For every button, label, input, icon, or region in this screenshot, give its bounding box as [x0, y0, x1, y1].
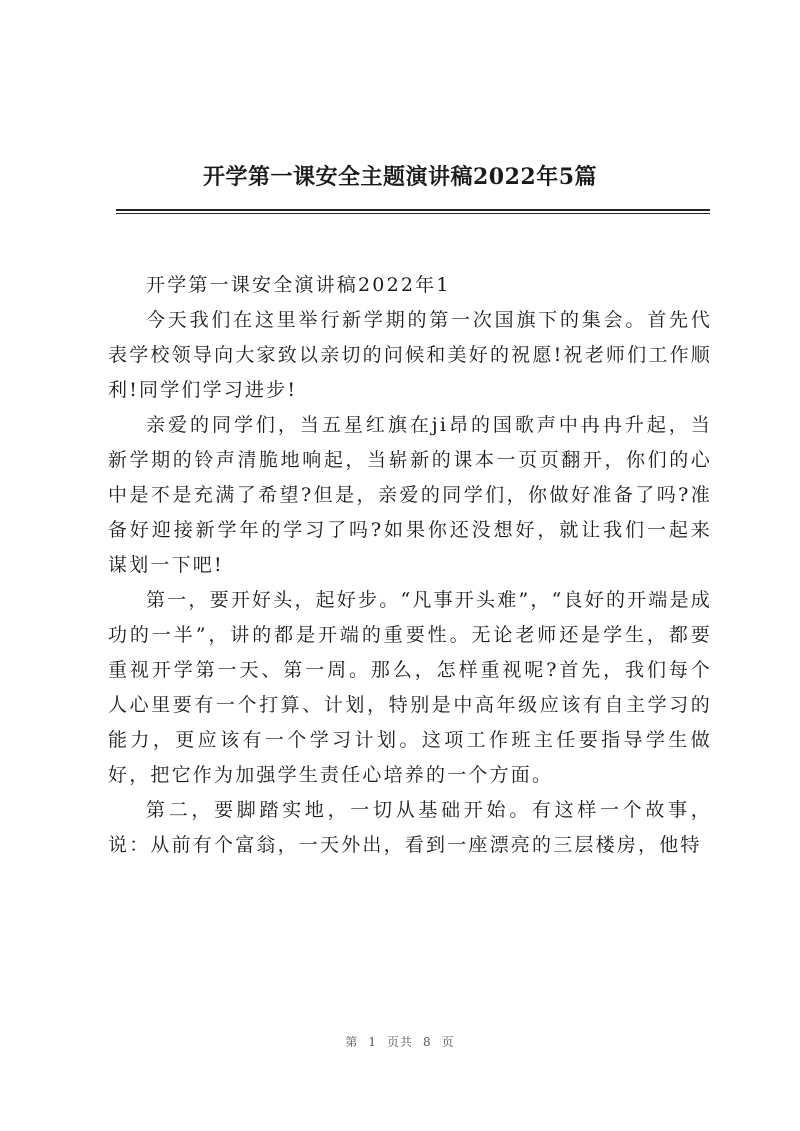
page-number-footer	[0, 1033, 800, 1050]
footer-middle: 页共	[386, 1035, 413, 1049]
paragraph-heading: 开学第一课安全演讲稿2022年1	[146, 274, 451, 296]
paragraph: 亲爱的同学们，当五星红旗在ji昂的国歌声中冉冉升起，当新学期的铃声清脆地响起，当崭新的课本一页页翻开，你们的心中是不是充满了希望?但是，亲爱的同学们，你做好准备了吗?准备好迎接新学年的学习了吗?如果你还没想好，就让我们一起来谋划一下吧!	[108, 414, 712, 576]
document-title: 开学第一课安全主题演讲稿2022年5篇	[202, 164, 598, 190]
paragraph: 第二，要脚踏实地，一切从基础开始。有这样一个故事，说：从前有个富翁，一天外出，看到一座漂亮的三层楼房，他特	[108, 799, 712, 856]
title-divider	[116, 209, 710, 214]
paragraph: 今天我们在这里举行新学期的第一次国旗下的集会。首先代表学校领导向大家致以亲切的问候和美好的祝愿!祝老师们工作顺利!同学们学习进步!	[108, 309, 712, 401]
footer-suffix: 页	[441, 1035, 455, 1049]
footer-total-pages: 8	[423, 1035, 432, 1049]
footer-current-page: 1	[368, 1035, 377, 1049]
document-body	[108, 268, 712, 863]
footer-prefix: 第	[345, 1035, 359, 1049]
paragraph: 第一，要开好头，起好步。“凡事开头难”，“良好的开端是成功的一半”，讲的都是开端的重要性。无论老师还是学生，都要重视开学第一天、第一周。那么，怎样重视呢?首先，我们每个人心里要有一个打算、计划，特别是中高年级应该有自主学习的能力，更应该有一个学习计划。这项工作班主任要指导学生做好，把它作为加强学生责任心培养的一个方面。	[108, 589, 712, 786]
